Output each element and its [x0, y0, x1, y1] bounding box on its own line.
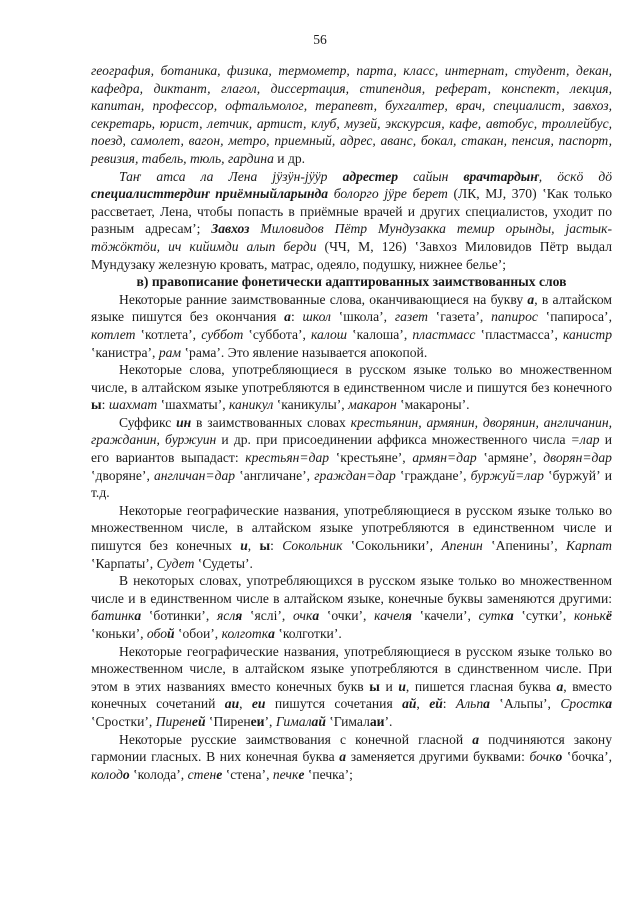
text-run: ясл	[216, 608, 236, 624]
text-run: ʽПирен	[205, 713, 251, 729]
text-run: ʽботинкиʼ,	[141, 608, 217, 624]
text-run: :	[442, 696, 456, 712]
text-run: :	[270, 538, 283, 554]
text-run: котлет	[91, 326, 136, 342]
text-run: специалисттердиҥ приёмныйларында	[91, 186, 329, 202]
text-run: крестьян=дар	[245, 450, 330, 466]
text-run: Судет	[156, 555, 195, 571]
text-run: аи	[224, 696, 240, 712]
text-run: ,	[247, 538, 260, 554]
text-run: ʽгражданеʼ,	[395, 467, 471, 483]
body-text	[91, 62, 612, 783]
text-run: Завхоз	[211, 221, 250, 237]
text-run: ей	[191, 713, 206, 729]
paragraph	[91, 168, 612, 274]
text-run: ʽсубботаʼ,	[243, 326, 312, 342]
text-run: ʽгазетаʼ,	[427, 309, 492, 325]
text-run: Карпат	[565, 538, 612, 554]
text-run: ай	[311, 713, 326, 729]
text-run: ʽшколаʼ,	[331, 309, 395, 325]
text-run: Пирен	[155, 713, 192, 729]
text-run: , в алтайском языке пишутся без окончания	[91, 291, 612, 325]
text-run: а	[134, 608, 142, 624]
text-run: (ЛК, МЈ, 370) ʽКак только рассветает, Лена, чтобы попасть в приёмные врачей и других специалистов, уходит по разным адресамʼ;	[91, 186, 612, 237]
text-run: и	[379, 678, 399, 694]
text-run: граждан=дар	[314, 467, 396, 483]
paragraph	[91, 731, 612, 784]
text-run: пишутся сочетания	[265, 696, 403, 712]
text-run: ё	[605, 608, 612, 624]
text-run: ʼ,	[264, 713, 276, 729]
text-run: ʽпластмассаʼ,	[475, 326, 563, 342]
text-run: крестьянин, армянин, дворянин, англичанин, гражданин, буржуин	[91, 414, 612, 448]
text-run: школ	[302, 309, 331, 325]
paragraph	[91, 62, 612, 168]
text-run: ʽколодаʼ,	[129, 766, 188, 782]
text-run: подчиняются закону гармонии гласных. В них конечная буква	[91, 731, 612, 765]
text-run: врачтардыҥ	[463, 168, 539, 184]
text-run: ʽбочкаʼ,	[562, 749, 613, 765]
text-run: в) правописание фонетически адаптированных заимствованных слов	[136, 274, 567, 290]
text-run: очк	[293, 608, 313, 624]
text-run: Миловидов Пётр Мундузакка темир орынды, јастык-тӧжӧктӧи, ич кийимди алып берди	[91, 221, 613, 254]
text-run: ы	[91, 397, 102, 413]
text-run: Альп	[455, 696, 484, 712]
text-run: , ӧскӧ дӧ	[538, 168, 613, 184]
text-run: ʽСудетыʼ.	[194, 555, 253, 571]
text-run: ʽкрестьянеʼ,	[329, 450, 413, 466]
text-run: ʽАпениныʼ,	[482, 538, 566, 554]
text-run: сутк	[478, 608, 507, 624]
text-run: (ЧЧ, М, 126) ʽЗавхоз Миловидов Пётр выдал Мундузаку железную кровать, матрас, одеяло, подушку, нижнее бельеʼ;	[91, 238, 612, 272]
page-number: 56	[313, 32, 327, 47]
text-run: ʽкачелиʼ,	[411, 608, 479, 624]
text-run: Некоторые русские заимствования с конечной гласной	[119, 731, 473, 747]
text-run: а	[506, 608, 514, 624]
text-run: о	[555, 749, 563, 765]
text-run: а	[268, 626, 275, 641]
text-run: й	[167, 626, 175, 641]
text-run: аи	[369, 713, 385, 729]
text-run: ʽСросткиʼ,	[91, 713, 156, 729]
text-run: ʽсуткиʼ,	[513, 608, 574, 624]
text-run: пластмасс	[412, 326, 476, 342]
text-run: обо	[146, 626, 167, 641]
paragraph	[91, 291, 612, 361]
text-run: а	[605, 696, 612, 712]
text-run: Гимал	[275, 713, 312, 729]
text-run: а	[483, 696, 490, 712]
paragraph	[91, 361, 612, 414]
text-run: суббот	[201, 326, 244, 342]
text-run: я	[235, 608, 243, 624]
text-run: папирос	[491, 309, 538, 325]
text-run: буржуй=лар	[470, 467, 544, 483]
text-run: а	[284, 309, 291, 325]
paragraph	[91, 643, 612, 731]
paragraph	[91, 572, 612, 642]
text-run: ʽАльпыʼ,	[489, 696, 561, 712]
text-run: канистр	[562, 326, 612, 342]
text-run: =лар	[570, 432, 600, 448]
text-run: и	[398, 678, 406, 694]
text-run: ʽочкиʼ,	[319, 608, 375, 624]
text-run: ʼ.	[384, 713, 393, 729]
text-run: ы	[369, 678, 380, 694]
text-run: ей	[429, 696, 443, 712]
text-run: ʽкалошаʼ,	[347, 326, 413, 342]
text-run: Некоторые географические названия, употребляющиеся в русском языке только во множественном числе, в алтайском языке употребляются в единственном числе и пишутся без конечных	[91, 502, 612, 554]
text-run: ʽпечкаʼ;	[304, 766, 353, 782]
text-run: ʽГимал	[325, 713, 370, 729]
text-run: ʽканистраʼ,	[91, 344, 159, 360]
text-run: география, ботаника, физика, термометр, парта, класс, интернат, студент, декан, кафедра, диктант, глагол, диссертация, стипендия, реферат, конспект, лекция, капитан, профессор, офтальмолог, терапевт, бухгалтер, врач, специалист, завхоз, секретарь, юрист, летчик, артист, клуб, музей, экскурсия, кафе, автобус, троллейбус, поезд, самолет, вагон, метро, приемный, адрес, аванс, бокал, стакан, пенсия, паспорт, ревизия, табель, тюль, гардина	[91, 63, 612, 166]
text-run: сайын	[398, 168, 464, 184]
text-run: и	[240, 538, 248, 554]
text-run: качел	[374, 608, 405, 624]
text-run: англичан=дар	[154, 467, 236, 483]
text-run: В некоторых словах, употребляющихся в русском языке только во множественном числе и в единственном числе в алтайском языке, конечные буквы заменяются другими:	[91, 573, 612, 606]
text-run: еи	[251, 696, 266, 712]
text-run: а	[472, 731, 480, 747]
text-run: ʽпапиросаʼ,	[537, 309, 612, 325]
text-run: ы	[259, 538, 271, 554]
paragraph	[91, 414, 612, 502]
text-run: ʽконькиʼ,	[91, 626, 147, 641]
text-run: Некоторые географические названия, употребляющиеся в русском языке только во множественном числе, в алтайском языке употребляются в сдинственном числе. При этом в этих названиях вместо конечных букв	[91, 643, 612, 694]
text-run: Сростк	[560, 696, 606, 712]
text-run: газет	[394, 309, 428, 325]
text-run: ʽангличанеʼ,	[235, 467, 315, 483]
text-run: а	[527, 291, 535, 307]
text-run: армян=дар	[412, 450, 477, 466]
text-run: рам	[158, 344, 182, 360]
text-run: в заимствованных словах	[191, 414, 351, 430]
text-run: батинк	[91, 608, 135, 624]
text-run: ʽбуржуйʼ и т.д.	[91, 467, 613, 501]
text-run: ,	[239, 696, 252, 712]
text-run: ʽкотлетаʼ,	[135, 326, 202, 342]
text-run: болорго јӱре берет	[328, 186, 448, 202]
text-run: ай	[402, 696, 417, 712]
text-run: макарон	[348, 397, 397, 413]
text-run: Некоторые слова, употребляющиеся в русском языке только во множественном числе, в алтайском языке употребляются в единственном числе и пишутся без конечного	[91, 362, 612, 395]
text-run: Таҥ атса ла Лена јӱзӱн-јӱӱр	[119, 168, 343, 184]
text-run: ,	[416, 696, 430, 712]
text-run: коньк	[573, 608, 606, 624]
text-run: Некоторые ранние заимствованные слова, оканчивающиеся на букву	[119, 291, 528, 307]
text-run: ʽСокольникиʼ,	[342, 538, 442, 554]
text-run: ʽколготкиʼ.	[274, 626, 342, 641]
text-run: ʽканикулыʼ,	[273, 397, 349, 413]
text-run: ʽмакароныʼ.	[396, 397, 470, 413]
text-run: калош	[311, 326, 348, 342]
section-heading	[91, 273, 612, 291]
text-run: :	[290, 309, 303, 325]
text-run: а	[339, 749, 347, 765]
text-run: и др.	[273, 150, 306, 166]
text-run: ʽобоиʼ,	[174, 626, 222, 641]
text-run: ʽКарпатыʼ,	[91, 555, 157, 571]
text-run: колод	[91, 766, 123, 782]
paragraph	[91, 502, 612, 572]
text-run: , вместо конечных сочетаний	[91, 678, 612, 712]
text-run: ʽшахматыʼ,	[157, 397, 230, 413]
text-run: шахмат	[108, 397, 158, 413]
text-run: адрестер	[342, 168, 399, 184]
text-run: ʽстенаʼ,	[222, 766, 273, 782]
text-run: я	[404, 608, 412, 624]
text-run: стен	[187, 766, 217, 782]
text-run: печк	[272, 766, 299, 782]
text-run: а	[556, 678, 564, 694]
text-run: и его вариантов выпадаст:	[91, 432, 612, 466]
text-run: :	[101, 397, 109, 413]
text-run: еи	[250, 713, 265, 729]
text-run: ʽясліʼ,	[242, 608, 294, 624]
text-run: , пишется гласная буква	[405, 678, 557, 694]
text-run: а	[312, 608, 320, 624]
text-run: ʽдворянеʼ,	[91, 467, 154, 483]
text-run: дворян=дар	[543, 450, 612, 466]
text-run: Суффикс	[119, 414, 177, 430]
text-run: и др. при присоединении аффикса множественного числа	[216, 432, 571, 448]
text-run: бочк	[529, 749, 556, 765]
text-run: заменяется другими буквами:	[346, 749, 530, 765]
text-run: Сокольник	[282, 538, 343, 554]
text-run: о	[122, 766, 130, 782]
text-run: ʽрамаʼ. Это явление называется апокопой.	[181, 344, 428, 360]
text-run: Апенин	[441, 538, 483, 554]
text-run: ʽармянеʼ,	[476, 450, 544, 466]
text-run: е	[216, 766, 223, 782]
text-run: е	[298, 766, 305, 782]
text-run: колготк	[221, 626, 269, 641]
text-run: каникул	[229, 397, 274, 413]
text-run: ин	[176, 414, 192, 430]
